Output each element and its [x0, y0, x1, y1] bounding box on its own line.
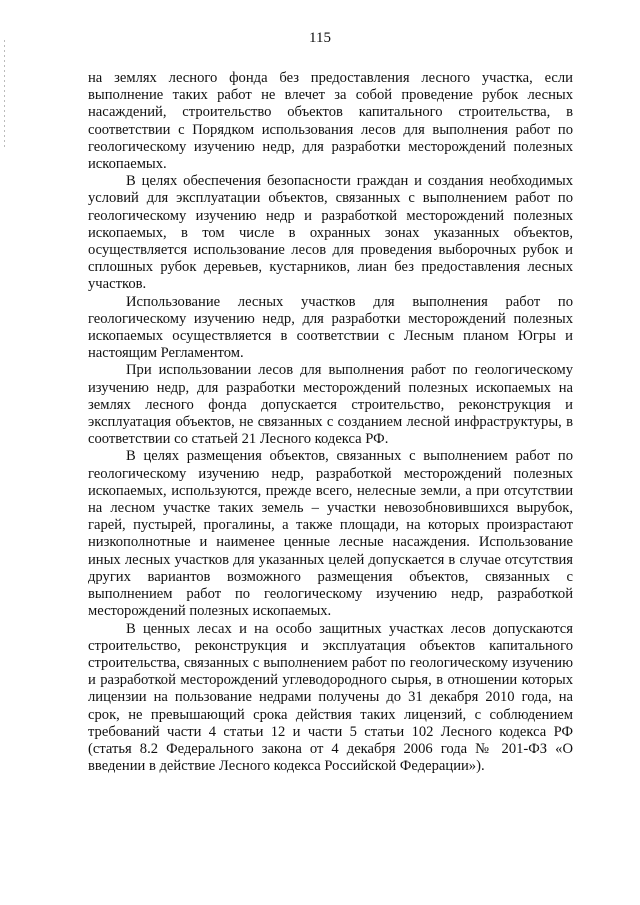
paragraph-6: В ценных лесах и на особо защитных участках лесов допускаются строительство, реконструкция и эксплуатация объектов капитального строительства, связанных с выполнением работ по геологическому изучению и разработкой месторождений углеводородного сырья, в отношении которых лицензии на пользование недрами получены до 31 декабря 2010 года, на срок, не превышающий срока действия таких лицензий, с соблюдением требований части 4 статьи 12 и части 5 статьи 102 Лесного кодекса РФ (статья 8.2 Федерального закона от 4 декабря 2006 года № 201-ФЗ «О введении в действие Лесного кодекса Российской Федерации»). — [88, 620, 573, 775]
paragraph-3: Использование лесных участков для выполнения работ по геологическому изучению недр, для разработки месторождений полезных ископаемых осуществляется в соответствии с Лесным планом Югры и настоящим Регламентом. — [88, 293, 573, 362]
paragraph-4: При использовании лесов для выполнения работ по геологическому изучению недр, для разработки месторождений полезных ископаемых на землях лесного фонда допускается строительство, реконструкция и эксплуатация объектов, не связанных с созданием лесной инфраструктуры, в соответствии со статьей 21 Лесного кодекса РФ. — [88, 362, 573, 448]
paragraph-1: на землях лесного фонда без предоставления лесного участка, если выполнение таких работ не влечет за собой проведение рубок лесных насаждений, строительство объектов капитального строительства, в соответствии с Порядком использования лесов для выполнения работ по геологическому изучению недр, для разработки месторождений полезных ископаемых. — [88, 70, 573, 173]
document-body — [88, 70, 573, 775]
scan-edge-mark — [4, 40, 5, 150]
paragraph-2: В целях обеспечения безопасности граждан и создания необходимых условий для эксплуатации объектов, связанных с выполнением работ по геологическому изучению недр и разработкой месторождений полезных ископаемых, в том числе в охранных зонах указанных объектов, осуществляется использование лесов для проведения выборочных рубок и сплошных рубок деревьев, кустарников, лиан без предоставления лесных участков. — [88, 173, 573, 293]
paragraph-5: В целях размещения объектов, связанных с выполнением работ по геологическому изучению недр, разработкой месторождений полезных ископаемых, используются, прежде всего, нелесные земли, а при отсутствии на лесном участке таких земель – участки невозобновившихся вырубок, гарей, пустырей, прогалины, а также площади, на которых произрастают низкополнотные и наименее ценные лесные насаждения. Использование иных лесных участков для указанных целей допускается в случае отсутствия других вариантов возможного размещения объектов, связанных с выполнением работ по геологическому изучению недр, разработкой месторождений полезных ископаемых. — [88, 448, 573, 620]
page-number: 115 — [309, 30, 331, 46]
